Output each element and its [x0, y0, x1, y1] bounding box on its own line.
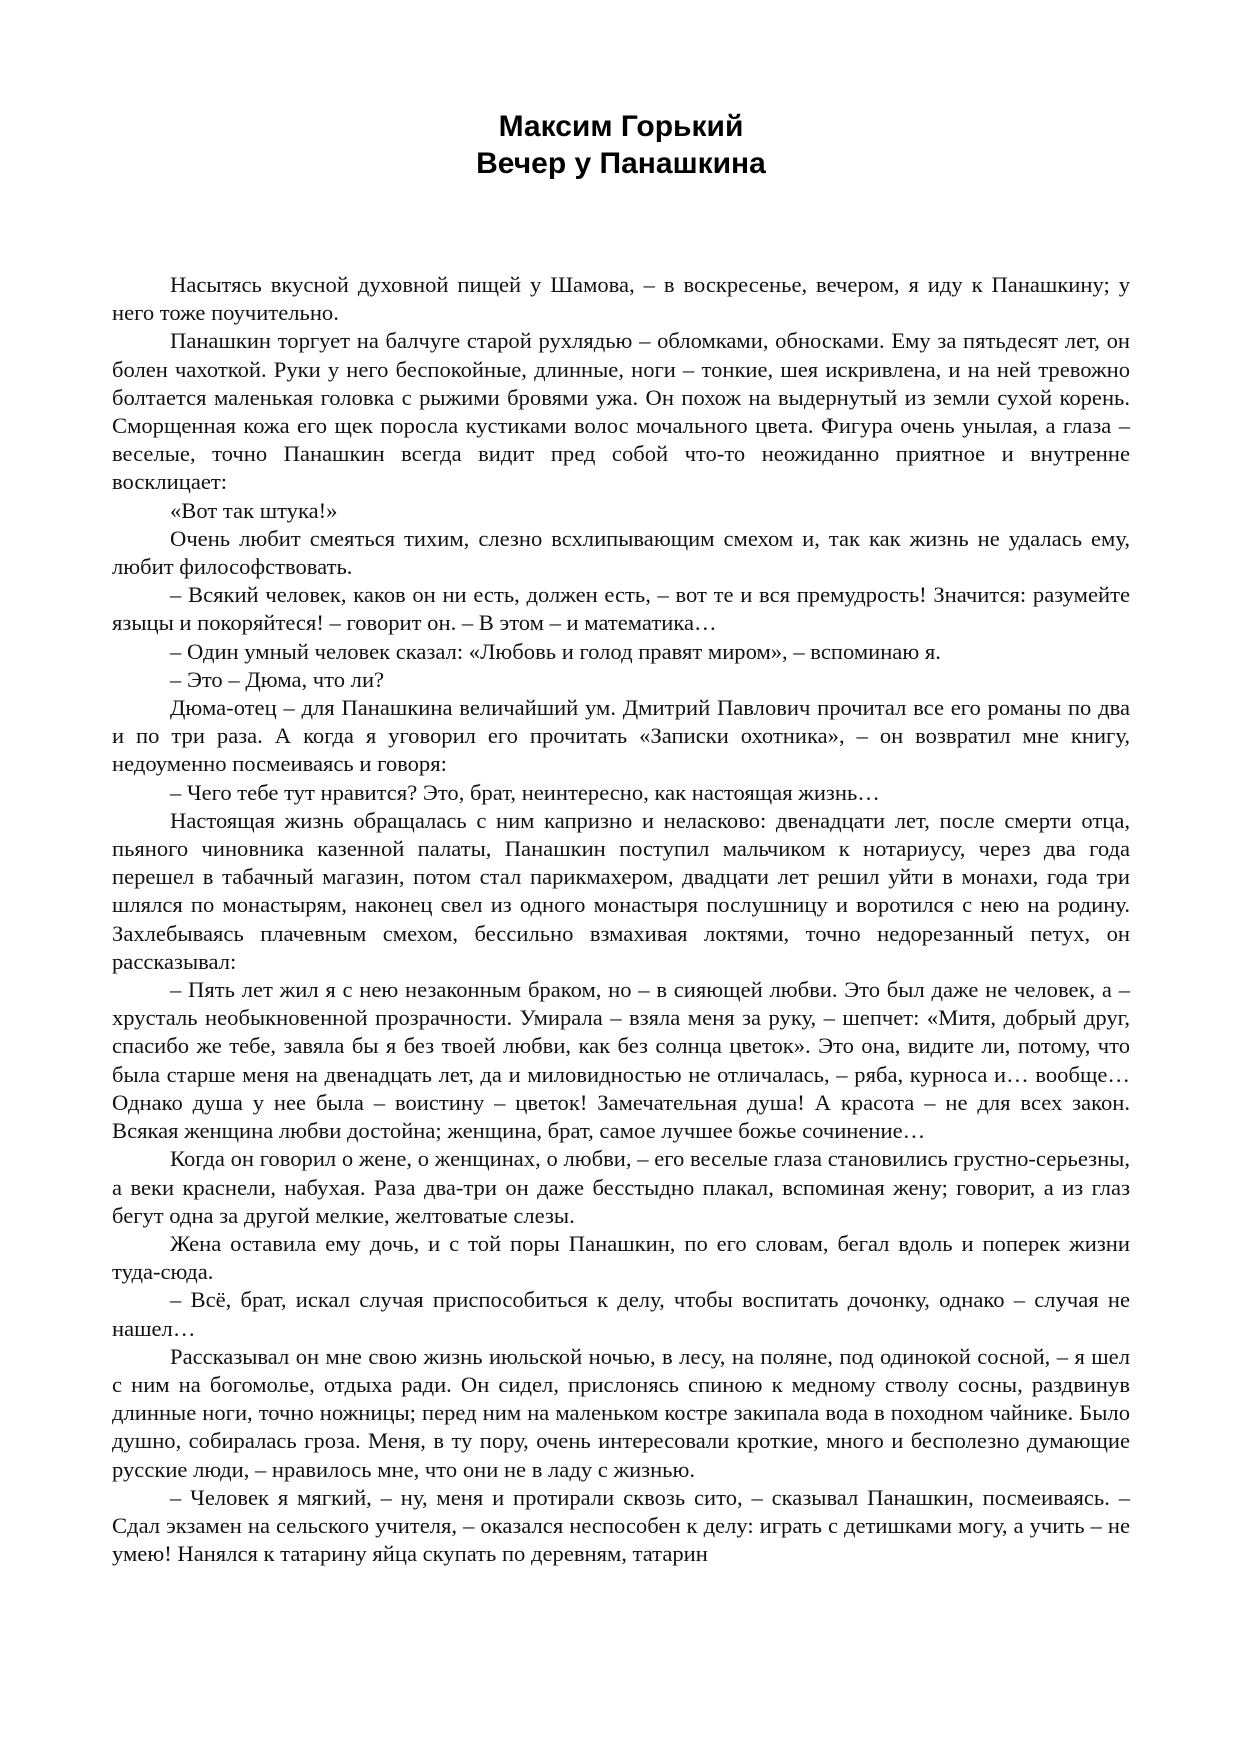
- title-block: [0, 108, 1242, 182]
- paragraph: Жена оставила ему дочь, и с той поры Панашкин, по его словам, бегал вдоль и поперек жизни туда-сюда.: [112, 1230, 1130, 1285]
- paragraph: Настоящая жизнь обращалась с ним капризно и неласково: двенадцати лет, после смерти отца, пьяного чиновника казенной палаты, Панашкин поступил мальчиком к нотариусу, через два года перешел в табачный магазин, потом стал парикмахером, двадцати лет решил уйти в монахи, года три шлялся по монастырям, наконец свел из одного монастыря послушницу и воротился с нею на родину. Захлебываясь плачевным смехом, бессильно взмахивая локтями, точно недорезанный петух, он рассказывал:: [112, 807, 1130, 974]
- paragraph: Панашкин торгует на балчуге старой рухлядью – обломками, обносками. Ему за пятьдесят лет, он болен чахоткой. Руки у него беспокойные, длинные, ноги – тонкие, шея искривлена, и на ней тревожно болтается маленькая головка с рыжими бровями ужа. Он похож на выдернутый из земли сухой корень. Сморщенная кожа его щек поросла кустиками волос мочального цвета. Фигура очень унылая, а глаза – веселые, точно Панашкин всегда видит пред собой что-то неожиданно приятное и внутренне восклицает:: [112, 328, 1130, 495]
- paragraph: – Всё, брат, искал случая приспособиться к делу, чтобы воспитать дочонку, однако – случая не нашел…: [112, 1287, 1130, 1341]
- paragraph: Когда он говорил о жене, о женщинах, о любви, – его веселые глаза становились грустно-серьезны, а веки краснели, набухая. Раза два-три он даже бесстыдно плакал, вспоминая жену; говорит, а из глаз бегут одна за другой мелкие, желтоватые слезы.: [112, 1146, 1130, 1228]
- paragraph: Рассказывал он мне свою жизнь июльской ночью, в лесу, на поляне, под одинокой сосной, – я шел с ним на богомолье, отдыха ради. Он сидел, прислонясь спиною к медному стволу сосны, раздвинув длинные ноги, точно ножницы; перед ним на маленьком костре закипала вода в походном чайнике. Было душно, собиралась гроза. Меня, в ту пору, очень интересовали кроткие, много и бесполезно думающие русские люди, – нравилось мне, что они не в ладу с жизнью.: [112, 1343, 1130, 1482]
- body-text: [112, 271, 1130, 1568]
- paragraph: – Это – Дюма, что ли?: [170, 666, 385, 692]
- paragraph: – Один умный человек сказал: «Любовь и голод правят миром», – вспоминаю я.: [170, 638, 941, 664]
- paragraph: – Чего тебе тут нравится? Это, брат, неинтересно, как настоящая жизнь…: [170, 779, 880, 805]
- paragraph: Насытясь вкусной духовной пищей у Шамова, – в воскресенье, вечером, я иду к Панашкину; у него тоже поучительно.: [112, 272, 1130, 326]
- paragraph: – Всякий человек, каков он ни есть, должен есть, – вот те и вся премудрость! Значится: разумейте языцы и покоряйтеся! – говорит он. – В этом – и математика…: [112, 582, 1130, 636]
- paragraph: Дюма-отец – для Панашкина величайший ум. Дмитрий Павлович прочитал все его романы по два и по три раза. А когда я уговорил его прочитать «Записки охотника», – он возвратил мне книгу, недоуменно посмеиваясь и говоря:: [112, 695, 1130, 777]
- paragraph: – Человек я мягкий, – ну, меня и протирали сквозь сито, – сказывал Панашкин, посмеиваясь. – Сдал экзамен на сельского учителя, – оказался неспособен к делу: играть с детишками могу, а учить – не умею! Нанялся к татарину яйца скупать по деревням, татарин: [112, 1484, 1130, 1567]
- paragraph: «Вот так штука!»: [170, 497, 338, 523]
- paragraph: – Пять лет жил я с нею незаконным браком, но – в сияющей любви. Это был даже не человек, а – хрусталь необыкновенной прозрачности. Умирала – взяла меня за руку, – шепчет: «Митя, добрый друг, спасибо же тебе, завяла бы я без твоей любви, как без солнца цветок». Это она, видите ли, потому, что была старше меня на двенадцать лет, да и миловидностью не отличалась, – ряба, курноса и… вообще… Однако душа у нее была – воистину – цветок! Замечательная душа! А красота – не для всех закон. Всякая женщина любви достойна; женщина, брат, самое лучшее божье сочинение…: [112, 977, 1130, 1144]
- paragraph: Очень любит смеяться тихим, слезно всхлипывающим смехом и, так как жизнь не удалась ему, любит философствовать.: [112, 525, 1130, 580]
- story-title: Вечер у Панашкина: [476, 147, 766, 180]
- author-name: Максим Горький: [498, 110, 744, 143]
